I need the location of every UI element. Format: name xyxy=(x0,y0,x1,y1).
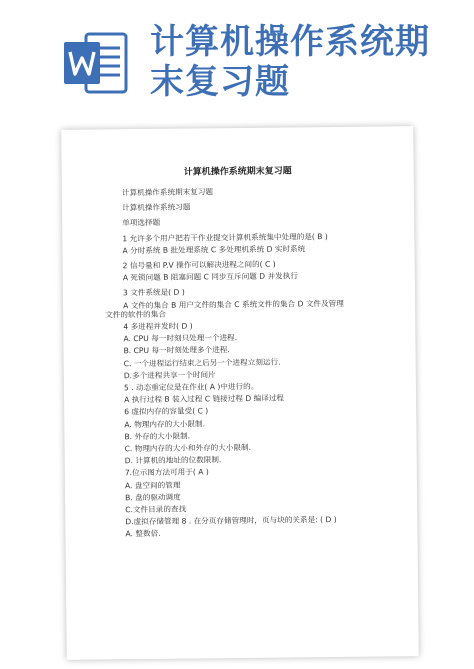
document-line: 计算机操作系统习题 xyxy=(122,202,191,213)
document-line: B. CPU 每一时刻处理多个进程. xyxy=(123,345,230,356)
banner-title-line1: 计算机操作系统期 xyxy=(150,22,430,62)
document-line: A. 盘空间的管理 xyxy=(124,480,181,490)
document-page[interactable] xyxy=(61,126,419,660)
document-line: D.虚拟存储管理 8 . 在分页存储管理时，页与块的关系是: ( D ) xyxy=(125,515,337,527)
document-line: 7.位示图方法可用于( A ) xyxy=(124,467,209,478)
document-line: A 分时系统 B 批处理系统 C 多处理机系统 D 实时系统 xyxy=(122,244,306,256)
document-line: B. 外存的大小限制. xyxy=(124,431,191,442)
word-document-icon xyxy=(60,28,130,98)
document-line: A. 物理内存的大小限制. xyxy=(124,419,206,429)
document-body xyxy=(105,185,376,541)
document-line: D.多个进程共享一个时间片 xyxy=(123,370,216,381)
document-line: A. CPU 每一时刻只处理一个进程. xyxy=(123,333,238,344)
document-line: 计算机操作系统期末复习题 xyxy=(121,187,214,198)
document-line: 3 文件系统是( D ) xyxy=(122,287,185,298)
document-line: C.文件目录的查找 xyxy=(125,504,187,515)
banner-title xyxy=(150,22,460,102)
document-line: D. 计算机的地址的位数限制. xyxy=(124,455,222,466)
document-line: 5 . 动态重定位是在作业( A )中进行的。 xyxy=(123,381,259,393)
document-line: 1 允许多个用户把若干作业提交计算机系统集中处理的是( B ) xyxy=(122,231,328,243)
document-line: 单项选择题 xyxy=(122,218,161,228)
document-line: 4 多进程并发时( D ) xyxy=(123,321,193,332)
document-line: A 执行过程 B 装入过程 C 链接过程 D 编译过程 xyxy=(124,393,285,405)
document-line: A 文件的集合 B 用户文件的集合 C 系统文件的集合 D 文件及管理 xyxy=(123,298,344,310)
document-line: A. 整数倍. xyxy=(125,529,161,539)
document-line: 2 信号量和 P.V 操作可以解决进程之间的( C ) xyxy=(122,259,276,271)
document-heading: 计算机操作系统期末复习题 xyxy=(183,166,292,178)
document-line: C. 一个进程运行结束之后另一个进程立刻运行. xyxy=(123,357,281,368)
document-line: B. 盘的驱动调度 xyxy=(125,492,181,503)
document-line: A 死锁问题 B 阻塞问题 C 同步互斥问题 D 并发执行 xyxy=(122,271,298,283)
document-line: 文件的软件的集合 xyxy=(105,309,166,320)
document-line: 6 虚拟内存的容量受( C ) xyxy=(124,406,209,417)
banner-title-line2: 末复习题 xyxy=(150,62,290,102)
document-line: C. 物理内存的大小和外存的大小限制. xyxy=(124,442,252,454)
